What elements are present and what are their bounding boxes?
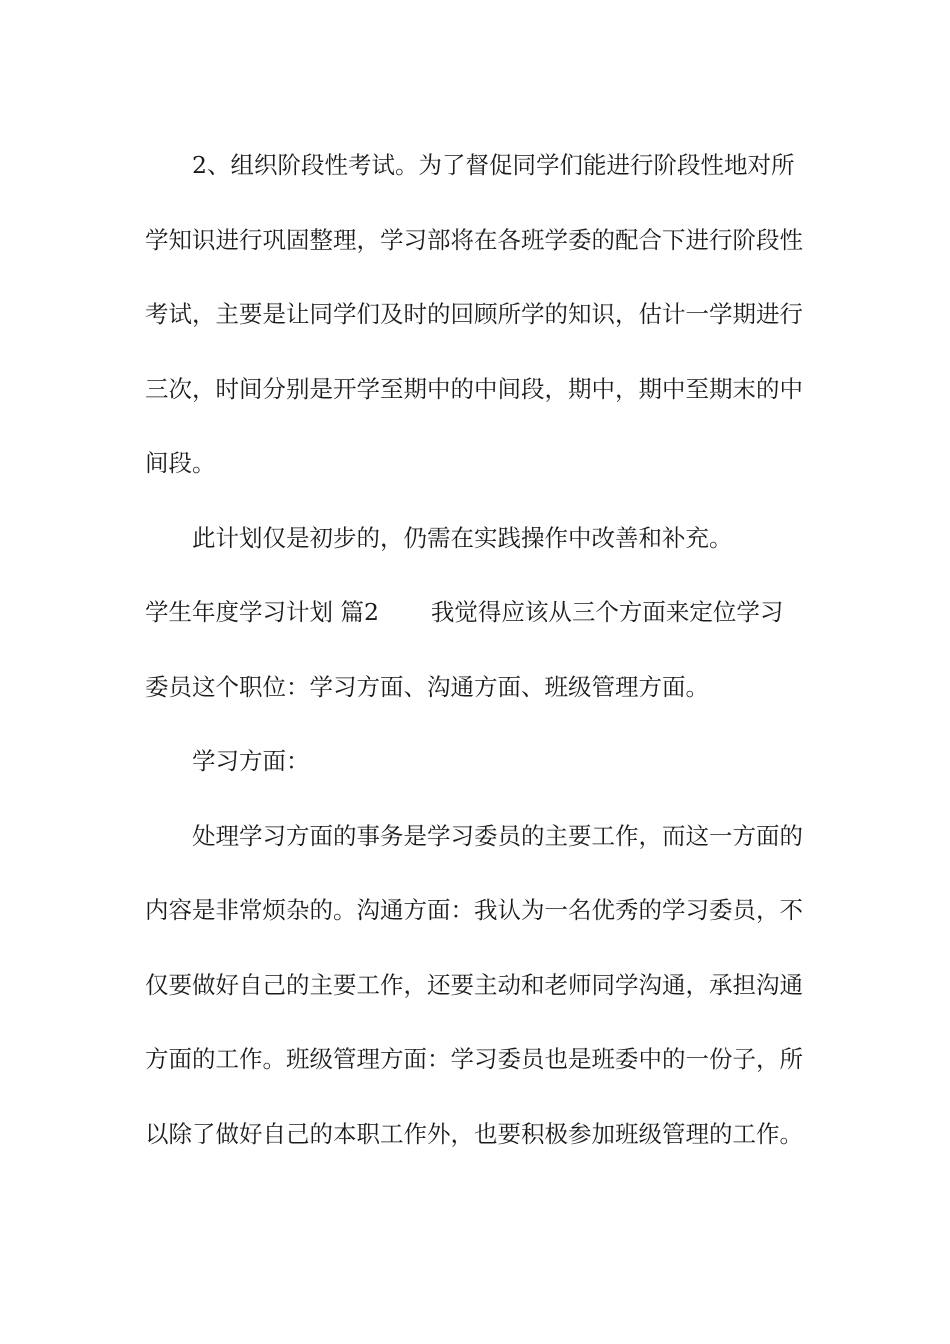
paragraph-exam-plan: 2、组织阶段性考试。为了督促同学们能进行阶段性地对所学知识进行巩固整理，学习部将在各班学委的配合下进行阶段性考试，主要是让同学们及时的回顾所学的知识，估计一学期进行三次，时间分别是开学至期中的中间段，期中，期中至期末的中间段。 bbox=[145, 151, 803, 477]
subheading-study: 学习方面： bbox=[192, 747, 310, 775]
section-intro: 我觉得应该从三个方面来定位学习委员这个职位：学习方面、沟通方面、班级管理方面。 bbox=[145, 598, 784, 701]
paragraph-duties: 处理学习方面的事务是学习委员的主要工作，而这一方面的内容是非常烦杂的。沟通方面：我认为一名优秀的学习委员，不仅要做好自己的主要工作，还要主动和老师同学沟通，承担沟通方面的工作。班级管理方面：学习委员也是班委中的一份子，所以除了做好自己的本职工作外，也要积极参加班级管理的工作。 bbox=[145, 821, 803, 1148]
document-body bbox=[145, 128, 805, 1171]
paragraph-note: 此计划仅是初步的，仍需在实践操作中改善和补充。 bbox=[192, 523, 733, 552]
section-2 bbox=[145, 575, 805, 724]
section-title: 学生年度学习计划 篇2 bbox=[145, 598, 379, 626]
